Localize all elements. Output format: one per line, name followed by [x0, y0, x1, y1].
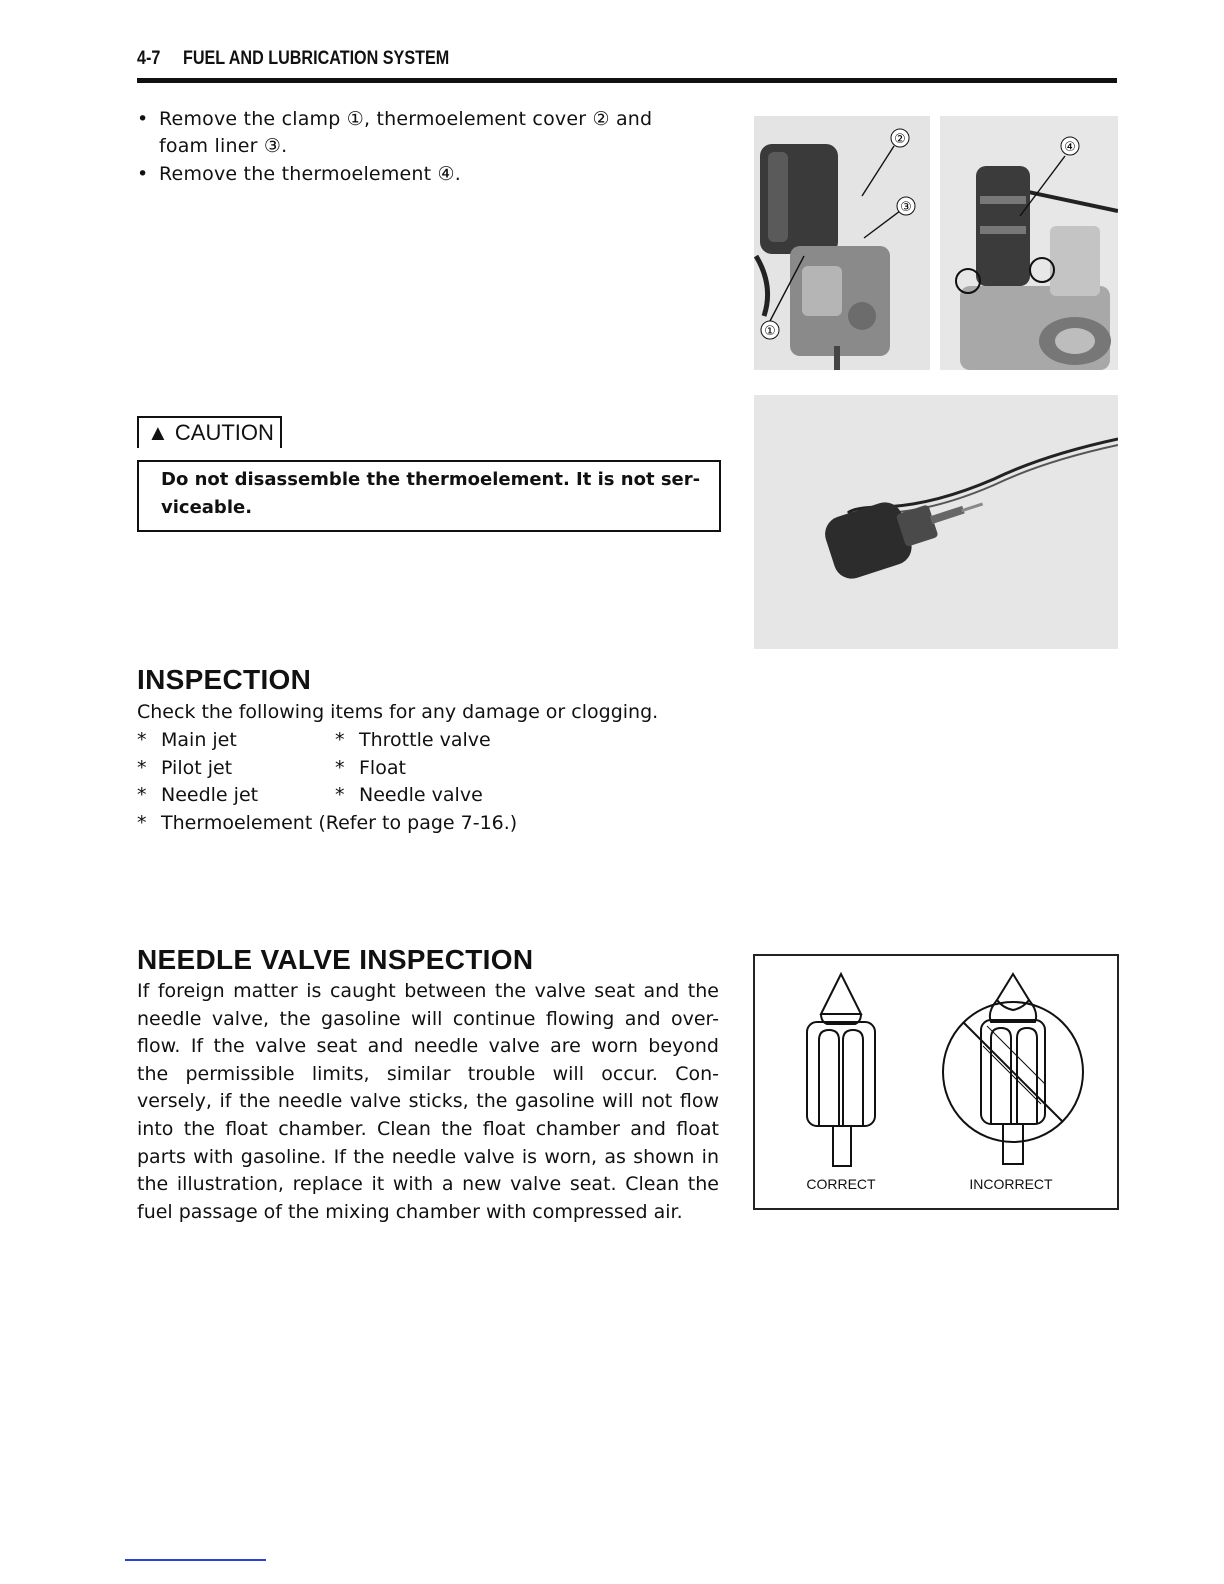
thermoelement-removed-illustration: [754, 395, 1118, 649]
list-item: * Pilot jet * Float: [137, 756, 406, 779]
thermoelement-photo-illustration: [940, 116, 1118, 370]
inspection-list: [137, 727, 737, 837]
callout-4: ④: [1064, 140, 1076, 155]
list-item: * Thermoelement (Refer to page 7-16.): [137, 811, 518, 834]
warning-triangle-icon: ▲: [147, 420, 169, 445]
inspection-intro: Check the following items for any damage or clogging.: [137, 701, 659, 723]
caution-line-1: Do not disassemble the thermoelement. It is not ser-: [161, 469, 701, 490]
carburetor-photo-illustration: [754, 116, 930, 370]
incorrect-label: INCORRECT: [969, 1176, 1053, 1192]
list-item: * Main jet * Throttle valve: [137, 729, 491, 751]
callout-2: ②: [894, 132, 906, 147]
removal-step-1: [137, 106, 719, 160]
photo-carburetor-cover: [754, 116, 930, 370]
bullet-dot: •: [137, 108, 149, 130]
callout-3: ③: [900, 200, 912, 215]
removal-step-1-line-2: foam liner ③.: [159, 135, 288, 157]
caution-box: [137, 460, 721, 532]
photo-thermoelement-removed: [754, 395, 1118, 649]
callout-1: ①: [764, 324, 776, 339]
footer-rule: [125, 1559, 266, 1561]
needle-valve-figure: [753, 954, 1119, 1210]
correct-needle-drawing: [807, 974, 875, 1166]
list-item: * Needle jet * Needle valve: [137, 784, 483, 807]
incorrect-needle-drawing: [943, 974, 1083, 1164]
caution-label-text: CAUTION: [174, 420, 274, 445]
inspection-heading: INSPECTION: [137, 664, 312, 695]
section-title: FUEL AND LUBRICATION SYSTEM: [183, 48, 450, 69]
needle-valve-heading: NEEDLE VALVE INSPECTION: [137, 944, 534, 975]
removal-step-1-line-1: Remove the clamp ①, thermoelement cover ② and: [159, 108, 653, 130]
caution-line-2: viceable.: [161, 497, 253, 518]
page-number: 4-7: [137, 48, 161, 69]
needle-valve-diagram: [755, 956, 1117, 1208]
page-header: [137, 44, 1117, 83]
removal-step-2-line-1: Remove the thermoelement ④.: [159, 163, 462, 185]
photo-thermoelement-installed: [940, 116, 1118, 370]
needle-valve-paragraph: If foreign matter is caught between the valve seat and the needle valve, the gasoline will continue flowing and over- flow. If the valve seat and needle valve are worn beyond the permissible limits, similar trouble will occur. Con- versely, if the needle valve sticks, the gasoline will not flow into the float chamber. Clean the float chamber and float parts with gasoline. If the needle valve is worn, as shown in the illustration, replace it with a new valve seat. Clean the fuel passage of the mixing chamber with compressed air.: [137, 980, 719, 1223]
bullet-dot: •: [137, 163, 149, 185]
removal-step-2: [137, 161, 719, 188]
caution-label: [137, 416, 282, 448]
correct-label: CORRECT: [806, 1176, 876, 1192]
